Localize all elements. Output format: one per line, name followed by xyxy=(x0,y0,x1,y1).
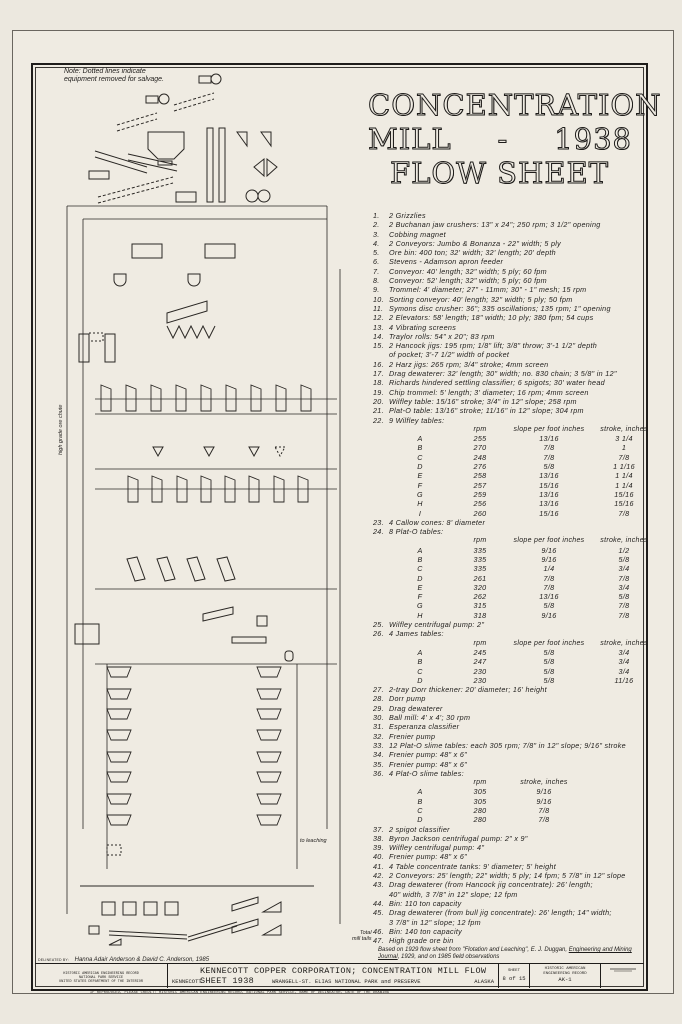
park-name: WRANGELL-ST. ELIAS NATIONAL PARK and PRESERVE xyxy=(272,978,421,985)
legend-item-11: 11. Symons disc crusher: 36"; 335 oscillations; 135 rpm; 1" opening xyxy=(373,303,611,313)
legend-item-36: 36. 4 Plat-O slime tables: xyxy=(373,768,464,778)
reproduction-note: IF REPRODUCED, PLEASE CREDIT: HISTORIC AMERICAN ENGINEERING RECORD, NATIONAL PARK SERVICE, NAME OF DELINEATOR, DATE OF THE DRAWING xyxy=(90,991,390,995)
legend-item-16: 16. 2 Harz jigs: 265 rpm; 3/4" stroke; 4mm screen xyxy=(373,359,549,369)
sheet-block xyxy=(499,964,530,988)
james-table-specs: rpm slope per foot inches stroke, inches A 245 5/8 3/4 B 247 5/8 3/4 C 230 5/8 3/4 D 230 5/8 11/16 xyxy=(417,639,648,685)
title-dash: - xyxy=(497,122,509,156)
flow-diagram xyxy=(37,69,367,959)
callow-cones xyxy=(153,447,285,456)
slime-table-specs: rpm stroke, inches A 305 9/16 B 305 9/16 C 280 7/8 D 280 7/8 xyxy=(417,779,568,825)
plat-o-table-specs: rpm slope per foot inches stroke, inches A 335 9/16 1/2 B 335 9/16 5/8 C 335 1/4 3/4 D 261 7/8 7/8 E 320 7/8 3/4 F 262 13/16 5/8 G 315 5/8 7/8 H 318 9/16 7/8 xyxy=(417,537,648,620)
legend-item-44: 44. Bin: 110 ton capacity xyxy=(373,898,462,908)
legend-item-37: 37. 2 spigot classifier xyxy=(373,824,450,834)
legend-item-24: 24. 8 Plat-O tables: xyxy=(373,527,444,537)
legend-item-12: 12. 2 Elevators: 58' length; 18" width; 10 ply; 380 fpm; 54 cups xyxy=(373,313,594,323)
legend-item-28: 28. Dorr pump xyxy=(373,694,426,704)
agency-line-1: HISTORIC AMERICAN ENGINEERING RECORD xyxy=(63,972,139,976)
legend-item-45: 45. Drag dewaterer (from bull jig concentrate): 26' length; 14" width; xyxy=(373,908,612,918)
legend-item-25: 25. Wilfley centrifugal pump: 2" xyxy=(373,620,485,630)
legend-item-31: 31. Esperanza classifier xyxy=(373,722,460,732)
slime-tables xyxy=(107,667,281,825)
source-credit xyxy=(378,947,648,961)
legend-item-45-cont: 3 7/8" in 12" slope; 12 fpm xyxy=(389,917,481,927)
legend-item-30: 30. Ball mill: 4' x 4'; 30 rpm xyxy=(373,713,471,723)
legend-item-18: 18. Richards hindered settling classifier; 6 spigots; 30' water head xyxy=(373,378,605,388)
legend-item-47: 47. High grade ore bin xyxy=(373,936,454,946)
drawing-title xyxy=(368,88,662,190)
concentrate-section xyxy=(80,845,314,945)
note-line-1: Note: Dotted lines indicate xyxy=(64,68,146,75)
crushing-section xyxy=(89,74,277,203)
legend-item-23: 23. 4 Callow cones: 8' diameter xyxy=(373,517,486,527)
legend-item-7: 7. Conveyor: 40' length; 32" width; 5 ply; 60 fpm xyxy=(373,266,547,276)
legend-item-32: 32. Frenier pump xyxy=(373,731,436,741)
title-line-1: CONCENTRATION xyxy=(368,88,662,122)
haer-block xyxy=(530,964,601,988)
title-line-3: FLOW SHEET xyxy=(390,156,610,190)
legend-item-9: 9. Trommel: 4' diameter; 27" - 11mm; 30" - 1" mesh; 15 rpm xyxy=(373,285,587,295)
state: ALASKA xyxy=(474,978,494,985)
legend-item-42: 42. 2 Conveyors: 25' length; 22" width; 5 ply; 14 fpm; 5 7/8" in 12" slope xyxy=(373,871,626,881)
jigs xyxy=(79,244,235,362)
legend-item-43: 43. Drag dewaterer (from Hancock jig concentrate): 26' length; xyxy=(373,880,593,890)
legend-item-3: 3. Cobbing magnet xyxy=(373,229,446,239)
haer-line-2: ENGINEERING RECORD xyxy=(543,972,587,976)
agency-line-2: NATIONAL PARK SERVICE xyxy=(78,976,124,980)
legend-item-15: 15. 2 Hancock jigs: 195 rpm; 1/8" lift; 3/8" throw; 3'-1 1/2" depth xyxy=(373,341,598,351)
legend-item-41: 41. 4 Table concentrate tanks: 9' diameter; 5' height xyxy=(373,861,557,871)
thickener-mill xyxy=(75,607,293,661)
legend-item-33: 33. 12 Plat-O slime tables: each 305 rpm; 7/8" in 12" slope; 9/16" stroke xyxy=(373,740,626,750)
agency-line-3: UNITED STATES DEPARTMENT OF THE INTERIOR xyxy=(58,980,143,984)
legend-item-43-cont: 40" width, 3 7/8" in 12" slope; 12 fpm xyxy=(389,889,518,899)
legend-item-29: 29. Drag dewaterer xyxy=(373,703,443,713)
legend-item-6: 6. Stevens - Adamson apron feeder xyxy=(373,257,504,267)
legend-item-21: 21. Plat-O table: 13/16" stroke; 11/16" in 12" slope; 304 rpm xyxy=(373,406,584,416)
legend-item-5: 5. Ore bin: 400 ton; 32' width; 32' length; 20' depth xyxy=(373,248,556,258)
wilfley-tables xyxy=(101,385,311,411)
title-line-2 xyxy=(368,122,640,156)
logo-block xyxy=(601,964,644,988)
sheet-label: SHEET xyxy=(507,969,520,973)
legend-item-13: 13. 4 Vibrating screens xyxy=(373,322,457,332)
tails-label-line-2: mill tails xyxy=(352,936,372,942)
to-leaching-label: to leaching xyxy=(300,838,327,844)
legend-item-19: 19. Chip trommel: 5' length; 3' diameter; 16 rpm; 4mm screen xyxy=(373,387,589,397)
legend-item-4: 4. 2 Conveyors: Jumbo & Bonanza - 22" width; 5 ply xyxy=(373,238,562,248)
legend-item-46: 46. Bin: 140 ton capacity xyxy=(373,926,463,936)
title-block xyxy=(35,963,644,988)
legend-item-17: 17. Drag dewaterer: 32' length; 30" width; no. 830 chain; 3 5/8" in 12" xyxy=(373,369,617,379)
title-year: 1938 xyxy=(554,122,632,156)
sheet-number: 8 of 15 xyxy=(502,975,526,982)
legend-item-1: 1. 2 Grizzlies xyxy=(373,211,426,220)
haer-line-1: HISTORIC AMERICAN xyxy=(544,967,586,971)
legend-item-10: 10. Sorting conveyor: 40' length; 32" width; 5 ply; 50 fpm xyxy=(373,294,573,304)
equipment-legend xyxy=(373,211,648,946)
legend-item-14: 14. Traylor rolls: 54" x 20"; 83 rpm xyxy=(373,331,495,341)
legend-item-34: 34. Frenier pump: 48" x 6" xyxy=(373,750,468,760)
tails-label-line-1: Total xyxy=(359,930,372,936)
james-tables xyxy=(127,557,235,581)
legend-item-40: 40. Frenier pump: 48" x 6" xyxy=(373,852,468,862)
legend-item-26: 26. 4 James tables: xyxy=(373,629,444,639)
legend-item-8: 8. Conveyor: 52' length; 32" width; 5 ply; 60 fpm xyxy=(373,276,547,286)
legend-item-2: 2. 2 Buchanan jaw crushers: 13" x 24"; 250 rpm; 3 1/2" opening xyxy=(373,220,601,230)
wilfley-table-specs: rpm slope per foot inches stroke, inches A 255 13/16 3 1/4 B 270 7/8 1 C 248 7/8 7/8 D 276 5/8 1 1/16 E 258 13/16 1 1/4 F 257 15/16 1 1/4 G 259 13/16 15/16 H 256 13/16 15/16 I 260 15/16 7/8 xyxy=(417,425,648,518)
credit-suffix: , 1929, and on 1985 field observations xyxy=(397,954,500,960)
legend-item-20: 20. Wilfley table: 15/16" stroke; 3/4" in 12" slope; 258 rpm xyxy=(373,396,577,406)
legend-item-27: 27. 2-tray Dorr thickener: 20' diameter; 16' height xyxy=(373,685,547,695)
legend-item-38: 38. Byron Jackson centrifugal pump: 2" x 9" xyxy=(373,833,528,843)
legend-item-15-cont: of pocket; 3'-7 1/2" width of pocket xyxy=(389,350,510,360)
legend-item-39: 39. Wilfley centrifugal pump: 4" xyxy=(373,843,485,853)
delineation-label: DELINEATED BY: xyxy=(38,958,69,962)
legend-item-35: 35. Frenier pump: 48" x 6" xyxy=(373,759,468,769)
location: KENNECOTT xyxy=(172,978,202,985)
agency-block xyxy=(35,964,168,988)
delineator-names: Hanna Adair Anderson & David C. Anderson, 1985 xyxy=(74,957,210,963)
title-mill: MILL xyxy=(368,122,452,156)
project-block xyxy=(168,964,499,988)
high-grade-ore-chute-label: high grade ore chute xyxy=(58,404,64,455)
legend-item-22: 22. 9 Wilfley tables: xyxy=(373,415,445,425)
logo-mark-icon xyxy=(608,967,638,973)
corp-title: KENNECOTT COPPER CORPORATION; CONCENTRATION MILL FLOW SHEET 1938 xyxy=(200,966,487,986)
haer-number: AK-1 xyxy=(558,976,572,983)
note-line-2: equipment removed for salvage. xyxy=(64,76,164,83)
credit-journal: Engineering and Mining Journal xyxy=(378,947,632,960)
credit-prefix: Based on 1929 flow sheet from "Flotation and Leaching", E. J. Duggan, xyxy=(378,947,568,953)
